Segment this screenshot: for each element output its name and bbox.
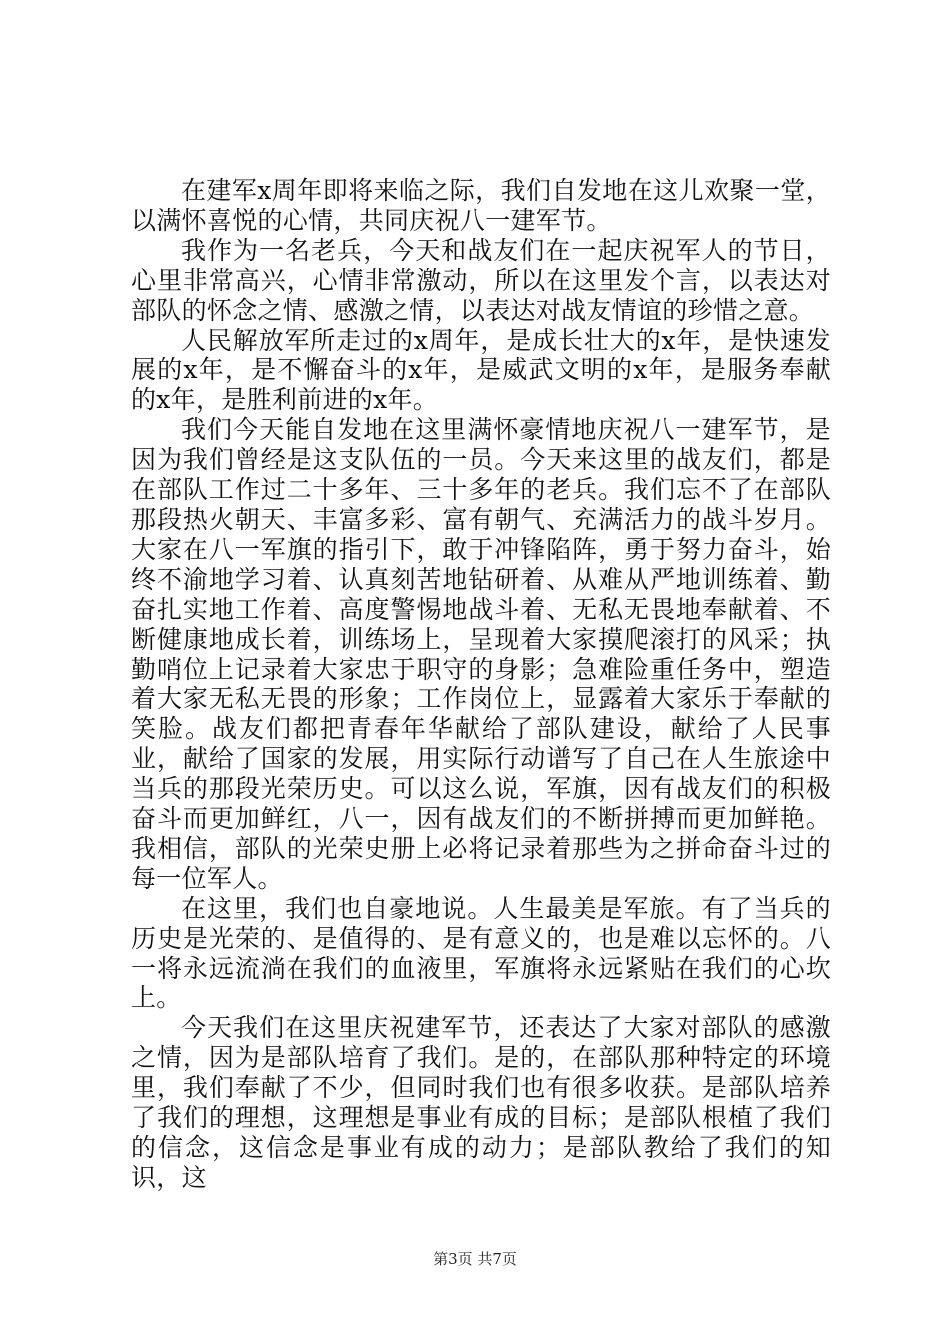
paragraph-5: 在这里，我们也自豪地说。人生最美是军旅。有了当兵的历史是光荣的、是值得的、是有意义的，也是难以忘怀的。八一将永远流淌在我们的血液里，军旗将永远紧贴在我们的心坎上。 bbox=[131, 893, 831, 1013]
paragraph-1: 在建军x周年即将来临之际，我们自发地在这儿欢聚一堂，以满怀喜悦的心情，共同庆祝八一建军节。 bbox=[131, 176, 831, 235]
paragraph-3: 人民解放军所走过的x周年，是成长壮大的x年，是快速发展的x年，是不懈奋斗的x年，是威武文明的x年，是服务奉献的x年，是胜利前进的x年。 bbox=[131, 325, 831, 415]
paragraph-6: 今天我们在这里庆祝建军节，还表达了大家对部队的感激之情，因为是部队培育了我们。是的，在部队那种特定的环境里，我们奉献了不少，但同时我们也有很多收获。是部队培养了我们的理想，这理想是事业有成的目标；是部队根植了我们的信念，这信念是事业有成的动力；是部队教给了我们的知识，这 bbox=[131, 1013, 831, 1192]
page-number-footer: 第3页 共7页 bbox=[433, 1250, 517, 1268]
document-body bbox=[131, 176, 831, 1193]
paragraph-4: 我们今天能自发地在这里满怀豪情地庆祝八一建军节，是因为我们曾经是这支队伍的一员。今天来这里的战友们，都是在部队工作过二十多年、三十多年的老兵。我们忘不了在部队那段热火朝天、丰富多彩、富有朝气、充满活力的战斗岁月。大家在八一军旗的指引下，敢于冲锋陷阵，勇于努力奋斗，始终不渝地学习着、认真刻苦地钻研着、从难从严地训练着、勤奋扎实地工作着、高度警惕地战斗着、无私无畏地奉献着、不断健康地成长着，训练场上，呈现着大家摸爬滚打的风采；执勤哨位上记录着大家忠于职守的身影；急难险重任务中，塑造着大家无私无畏的形象；工作岗位上，显露着大家乐于奉献的笑脸。战友们都把青春年华献给了部队建设，献给了人民事业，献给了国家的发展，用实际行动谱写了自己在人生旅途中当兵的那段光荣历史。可以这么说，军旗，因有战友们的积极奋斗而更加鲜红，八一，因有战友们的不断拼搏而更加鲜艳。我相信，部队的光荣史册上必将记录着那些为之拼命奋斗过的每一位军人。 bbox=[131, 415, 831, 893]
paragraph-2: 我作为一名老兵，今天和战友们在一起庆祝军人的节日，心里非常高兴，心情非常激动，所以在这里发个言，以表达对部队的怀念之情、感激之情，以表达对战友情谊的珍惜之意。 bbox=[131, 235, 831, 325]
